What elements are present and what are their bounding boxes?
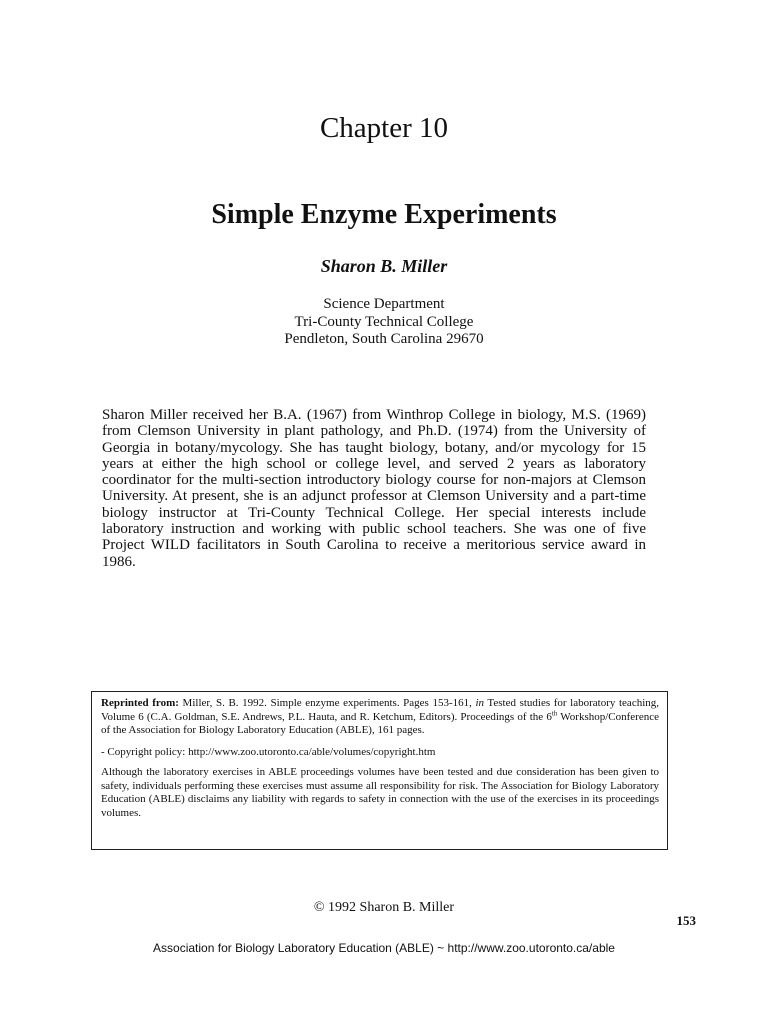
page-title: Simple Enzyme Experiments — [211, 199, 557, 230]
reprint-notice-box — [91, 691, 668, 850]
chapter-heading: Chapter 10 — [319, 112, 449, 144]
copyright-policy: - Copyright policy: http://www.zoo.utoronto.ca/able/volumes/copyright.htm — [101, 745, 436, 758]
author-affiliation — [0, 296, 768, 349]
reprint-citation — [101, 697, 659, 738]
affiliation-location: Pendleton, South Carolina 29670 — [284, 331, 484, 347]
page-footer: Association for Biology Laboratory Education (ABLE) ~ http://www.zoo.utoronto.ca/able — [153, 941, 615, 955]
safety-disclaimer: Although the laboratory exercises in ABLE proceedings volumes have been tested and due consideration has been given to safety, individuals performing these exercises must assume all responsibility for risk. The Association for Biology Laboratory Education (ABLE) disclaims any liability with regards to safety in connection with the use of the exercises in its proceedings volumes. — [101, 766, 659, 819]
affiliation-department: Science Department — [323, 296, 445, 312]
page-number: 153 — [676, 913, 696, 928]
citation-text-1: Miller, S. B. 1992. Simple enzyme experiments. Pages 153-161, — [178, 697, 476, 709]
affiliation-institution: Tri-County Technical College — [294, 313, 474, 330]
reprint-label: Reprinted from: — [101, 697, 179, 709]
copyright-notice: © 1992 Sharon B. Miller — [313, 900, 455, 915]
author-bio: Sharon Miller received her B.A. (1967) from Winthrop College in biology, M.S. (1969) from Clemson University in plant pathology, and Ph.D. (1974) from the University of Georgia in botany/mycology. She has taught biology, botany, and/or mycology for 15 years at either the high school or college level, and served 2 years as laboratory coordinator for the multi-section introductory biology course for non-majors at Clemson University. At present, she is an adjunct professor at Clemson University and a part-time biology instructor at Tri-County Technical College. Her special interests include laboratory instruction and working with public school teachers. She was one of five Project WILD facilitators in South Carolina to receive a meritorious service award in 1986. — [102, 407, 646, 570]
citation-in: in — [475, 697, 485, 709]
author-name: Sharon B. Miller — [320, 256, 448, 276]
citation-text-2: Tested studies for laboratory teaching, Volume 6 (C.A. Goldman, S.E. Andrews, P.L. Hauta, and R. Ketchum, Editors). Proceedings of the 6 — [101, 697, 660, 723]
citation-superscript: th — [551, 708, 558, 717]
citation-text-3: Workshop/Conference of the Association for Biology Laboratory Education (ABLE), 161 pages. — [101, 710, 659, 736]
